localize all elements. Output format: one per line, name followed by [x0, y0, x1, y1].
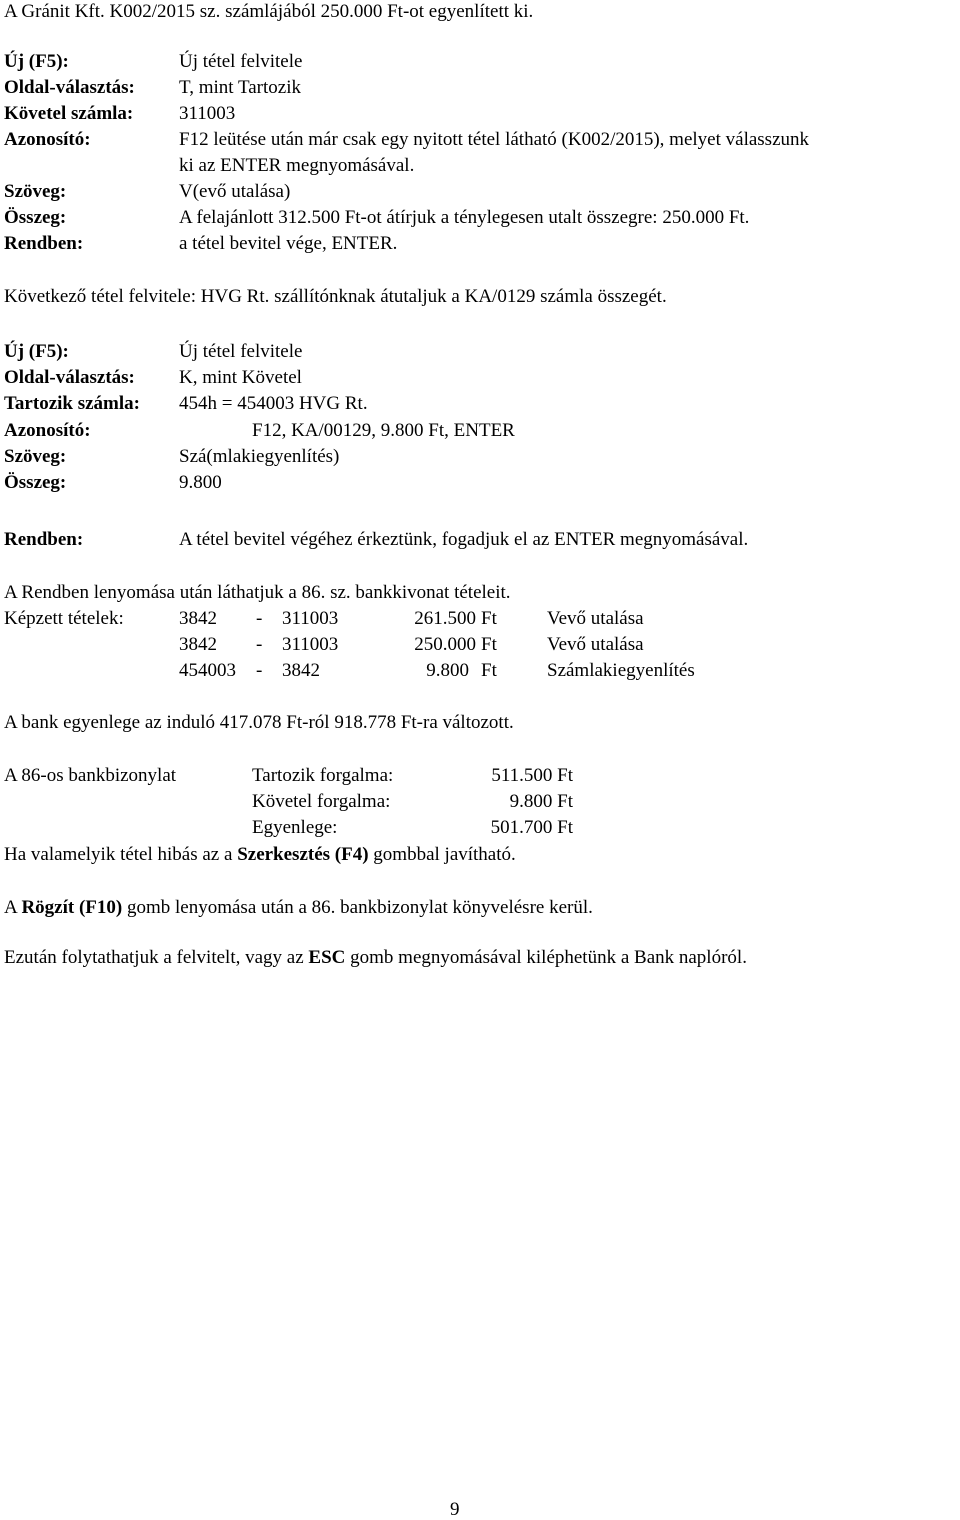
entry1-oldal-value: T, mint Tartozik: [179, 77, 301, 98]
edit-line: [4, 845, 516, 864]
kepzett-tartozik: 454003: [179, 660, 236, 681]
kepzett-kovetel: 311003: [282, 634, 339, 655]
save-line-bold: Rögzít (F10): [21, 897, 123, 918]
entry2-szoveg-label: Szöveg:: [4, 446, 67, 467]
kepzett-kovetel: 3842: [282, 660, 320, 681]
entry2-osszeg-label: Összeg:: [4, 472, 67, 493]
summary-intro: A 86-os bankbizonylat: [4, 765, 177, 786]
kepzett-unit: Ft: [481, 608, 497, 629]
entry2-tartozik-label: Tartozik számla:: [4, 393, 140, 414]
entry1-kovetel-value: 311003: [179, 103, 236, 124]
kepzett-text: Számlakiegyenlítés: [547, 660, 695, 681]
next-entry-heading: Következő tétel felvitele: HVG Rt. szállítónknak átutaljuk a KA/0129 számla összegét.: [4, 286, 667, 307]
summary-value: 9.800 Ft: [509, 791, 573, 812]
kepzett-dash: -: [256, 634, 263, 655]
entry1-kovetel-label: Követel számla:: [4, 103, 134, 124]
kepzett-amount: 250.000: [414, 634, 476, 655]
entry1-rendben-label: Rendben:: [4, 233, 84, 254]
entry1-uj-label: Új (F5):: [4, 51, 69, 72]
kepzett-amount: 261.500: [414, 608, 476, 629]
entry1-azon-label: Azonosító:: [4, 129, 91, 150]
entry2-rendben-value: A tétel bevitel végéhez érkeztünk, fogadjuk el az ENTER megnyomásával.: [179, 529, 749, 550]
kepzett-dash: -: [256, 608, 263, 629]
kepzett-dash: -: [256, 660, 263, 681]
kepzett-unit: Ft: [481, 660, 497, 681]
page-number: 9: [450, 1499, 460, 1520]
entry1-rendben-value: a tétel bevitel vége, ENTER.: [179, 233, 398, 254]
entry1-szoveg-label: Szöveg:: [4, 181, 67, 202]
balance-line: A bank egyenlege az induló 417.078 Ft-ról 918.778 Ft-ra változott.: [4, 712, 514, 733]
summary-label: Egyenlege:: [252, 817, 338, 838]
kepzett-tartozik: 3842: [179, 608, 217, 629]
entry1-azon-value-2: ki az ENTER megnyomásával.: [179, 155, 415, 176]
esc-line-after: gomb megnyomásával kiléphetünk a Bank naplóról.: [345, 947, 747, 968]
after-rendben-line: A Rendben lenyomása után láthatjuk a 86. sz. bankkivonat tételeit.: [4, 582, 511, 603]
entry2-oldal-value: K, mint Követel: [179, 367, 302, 388]
save-line-before: A: [4, 897, 22, 918]
intro-line: A Gránit Kft. K002/2015 sz. számlájából 250.000 Ft-ot egyenlített ki.: [4, 1, 534, 22]
entry1-oldal-label: Oldal-választás:: [4, 77, 135, 98]
kepzett-label: Képzett tételek:: [4, 608, 124, 629]
save-line-after: gomb lenyomása után a 86. bankbizonylat könyvelésre kerül.: [122, 897, 593, 918]
kepzett-kovetel: 311003: [282, 608, 339, 629]
entry2-uj-value: Új tétel felvitele: [179, 341, 303, 362]
entry2-szoveg-value: Szá(mlakiegyenlítés): [179, 446, 340, 467]
summary-value: 511.500 Ft: [491, 765, 573, 786]
entry2-oldal-label: Oldal-választás:: [4, 367, 135, 388]
entry2-uj-label: Új (F5):: [4, 341, 69, 362]
entry1-uj-value: Új tétel felvitele: [179, 51, 303, 72]
entry1-osszeg-label: Összeg:: [4, 207, 67, 228]
esc-line: [4, 948, 747, 967]
edit-line-after: gombbal javítható.: [368, 844, 516, 865]
kepzett-tartozik: 3842: [179, 634, 217, 655]
summary-value: 501.700 Ft: [490, 817, 573, 838]
entry2-azon-label: Azonosító:: [4, 420, 91, 441]
summary-label: Követel forgalma:: [252, 791, 391, 812]
entry1-szoveg-value: V(evő utalása): [179, 181, 291, 202]
entry2-rendben-label: Rendben:: [4, 529, 84, 550]
entry2-azon-value: F12, KA/00129, 9.800 Ft, ENTER: [252, 420, 515, 441]
entry1-osszeg-value: A felajánlott 312.500 Ft-ot átírjuk a ténylegesen utalt összegre: 250.000 Ft.: [179, 207, 750, 228]
entry2-tartozik-value: 454h = 454003 HVG Rt.: [179, 393, 368, 414]
entry2-osszeg-value: 9.800: [179, 472, 222, 493]
edit-line-bold: Szerkesztés (F4): [237, 844, 369, 865]
kepzett-text: Vevő utalása: [547, 634, 644, 655]
kepzett-amount: 9.800: [426, 660, 469, 681]
esc-line-before: Ezután folytathatjuk a felvitelt, vagy az: [4, 947, 309, 968]
save-line: [4, 898, 593, 917]
entry1-azon-value-1: F12 leütése után már csak egy nyitott tétel látható (K002/2015), melyet válasszunk: [179, 129, 810, 150]
kepzett-text: Vevő utalása: [547, 608, 644, 629]
summary-label: Tartozik forgalma:: [252, 765, 394, 786]
esc-line-bold: ESC: [308, 947, 346, 968]
kepzett-unit: Ft: [481, 634, 497, 655]
edit-line-before: Ha valamelyik tétel hibás az a: [4, 844, 238, 865]
